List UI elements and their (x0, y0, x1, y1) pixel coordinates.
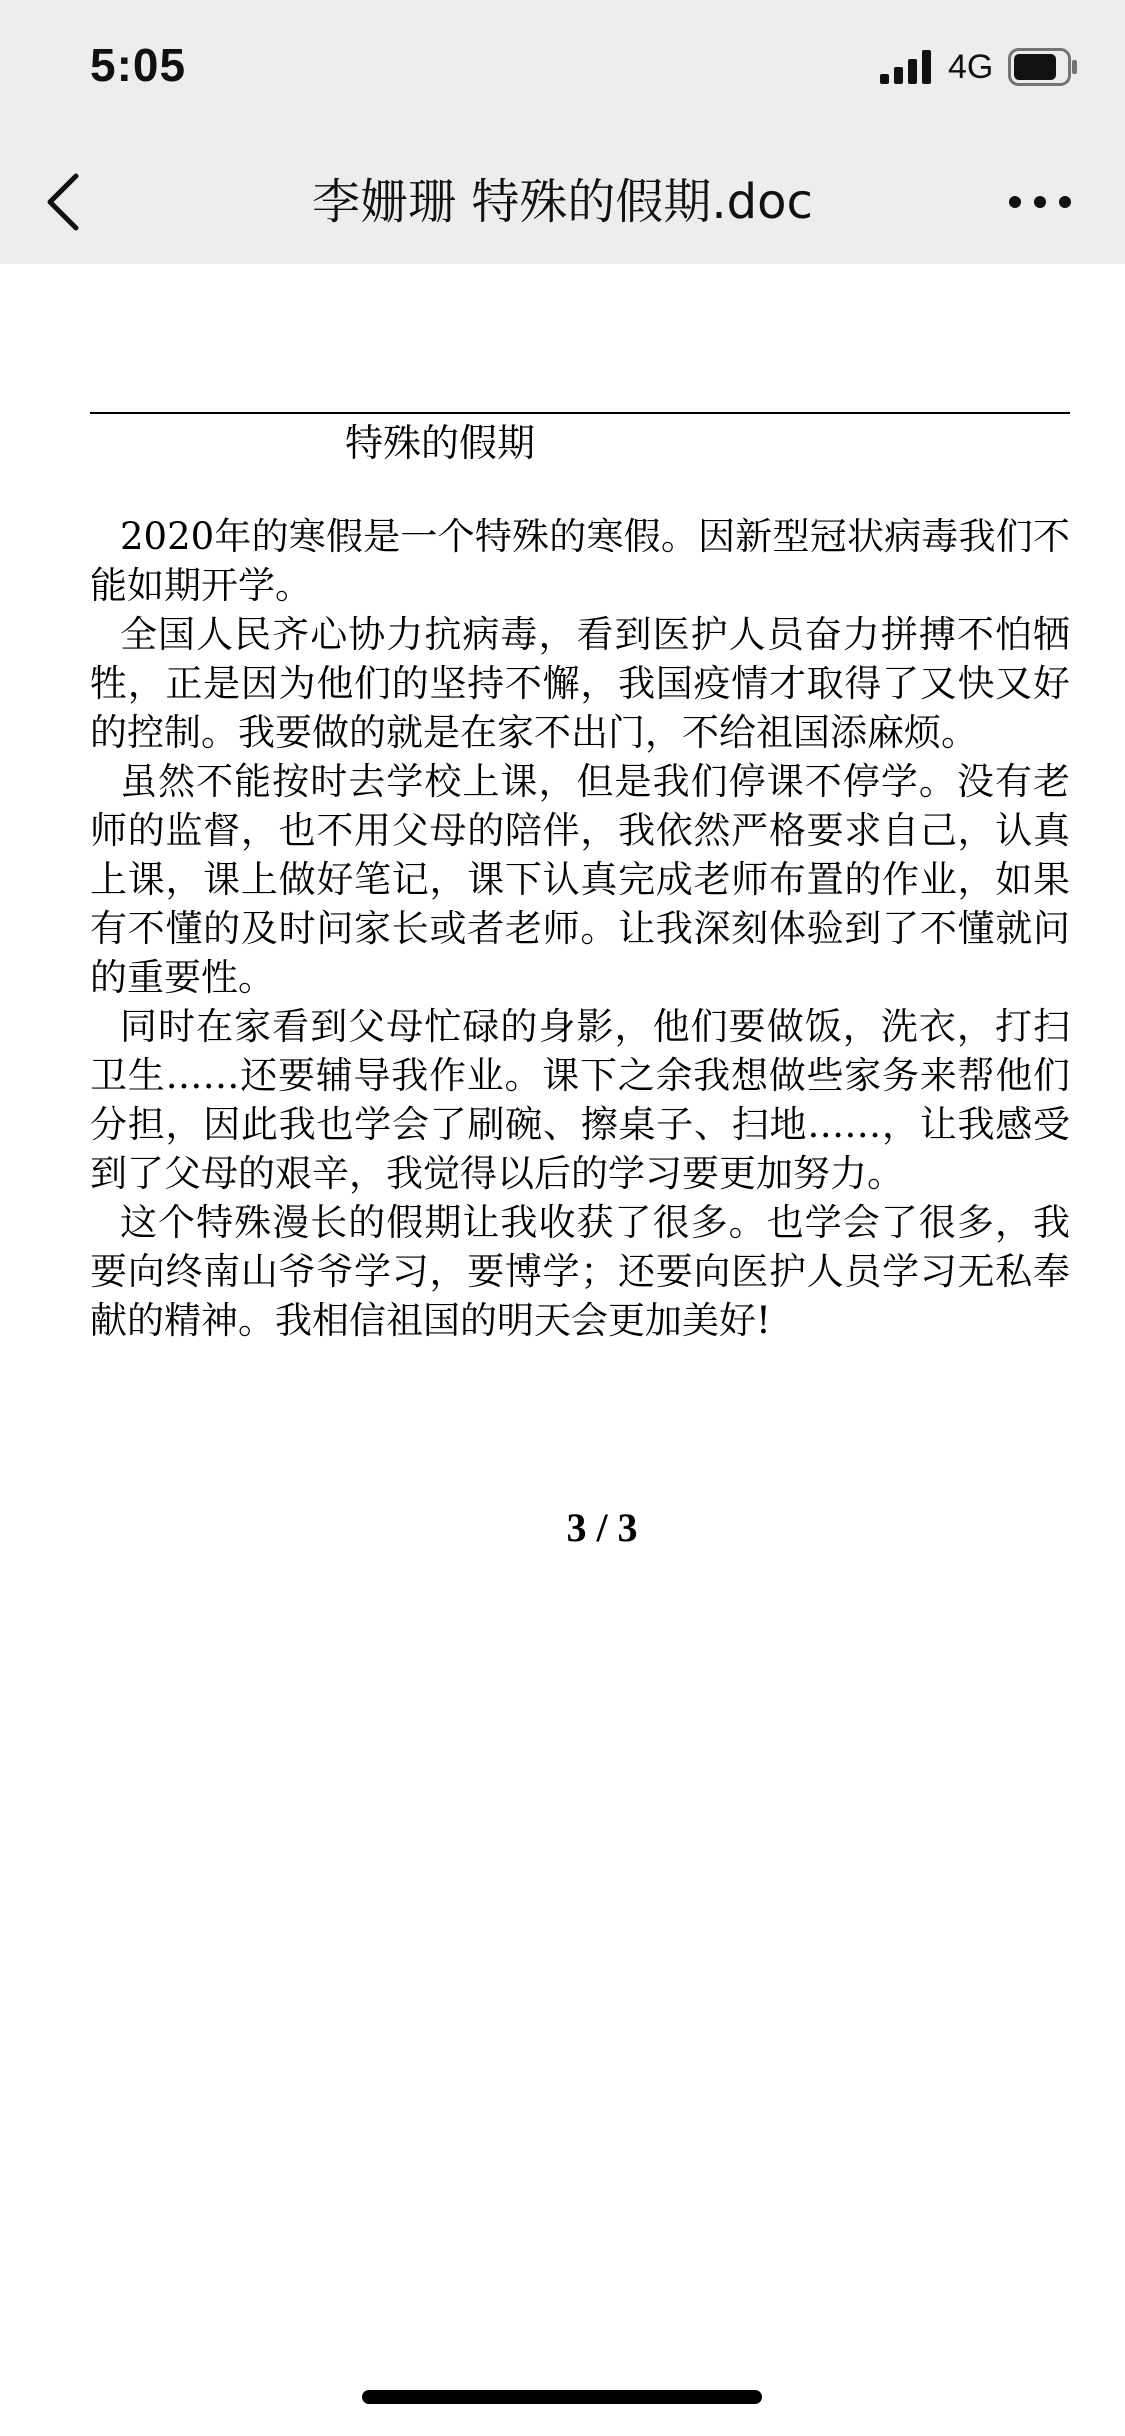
document-page (90, 264, 1070, 2344)
battery-icon (1008, 48, 1078, 86)
document-paragraph: 全国人民齐心协力抗病毒，看到医护人员奋力拼搏不怕牺牲，正是因为他们的坚持不懈，我国疫情才取得了又快又好的控制。我要做的就是在家不出门，不给祖国添麻烦。 (90, 613, 1070, 754)
status-bar (0, 0, 1125, 140)
document-title: 特殊的假期 (345, 421, 536, 465)
signal-icon (880, 50, 934, 84)
document-paragraph: 同时在家看到父母忙碌的身影，他们要做饭，洗衣，打扫卫生……还要辅导我作业。课下之余我想做些家务来帮他们分担，因此我也学会了刷碗、擦桌子、扫地……，让我感受到了父母的艰辛，我觉得以后的学习要更加努力。 (90, 1005, 1070, 1195)
nav-title: 李姗珊 特殊的假期.doc (312, 174, 813, 230)
status-time: 5:05 (90, 39, 187, 91)
document-paragraph: 虽然不能按时去学校上课，但是我们停课不停学。没有老师的监督，也不用父母的陪伴，我依然严格要求自己，认真上课，课上做好笔记，课下认真完成老师布置的作业，如果有不懂的及时问家长或者老师。让我深刻体验到了不懂就问的重要性。 (90, 760, 1070, 999)
back-arrow-icon[interactable] (40, 170, 90, 234)
home-indicator[interactable] (362, 2390, 762, 2404)
network-label: 4G (948, 48, 994, 86)
document-paragraph: 这个特殊漫长的假期让我收获了很多。也学会了很多，我要向终南山爷爷学习，要博学；还要向医护人员学习无私奉献的精神。我相信祖国的明天会更加美好! (90, 1201, 1070, 1342)
document-body (90, 512, 1070, 1345)
page-number: 3 / 3 (566, 1505, 638, 1550)
header-rule (90, 412, 1070, 414)
document-paragraph: 2020年的寒假是一个特殊的寒假。因新型冠状病毒我们不能如期开学。 (90, 515, 1070, 607)
nav-bar (0, 140, 1125, 264)
more-dots-icon[interactable] (1005, 180, 1075, 224)
